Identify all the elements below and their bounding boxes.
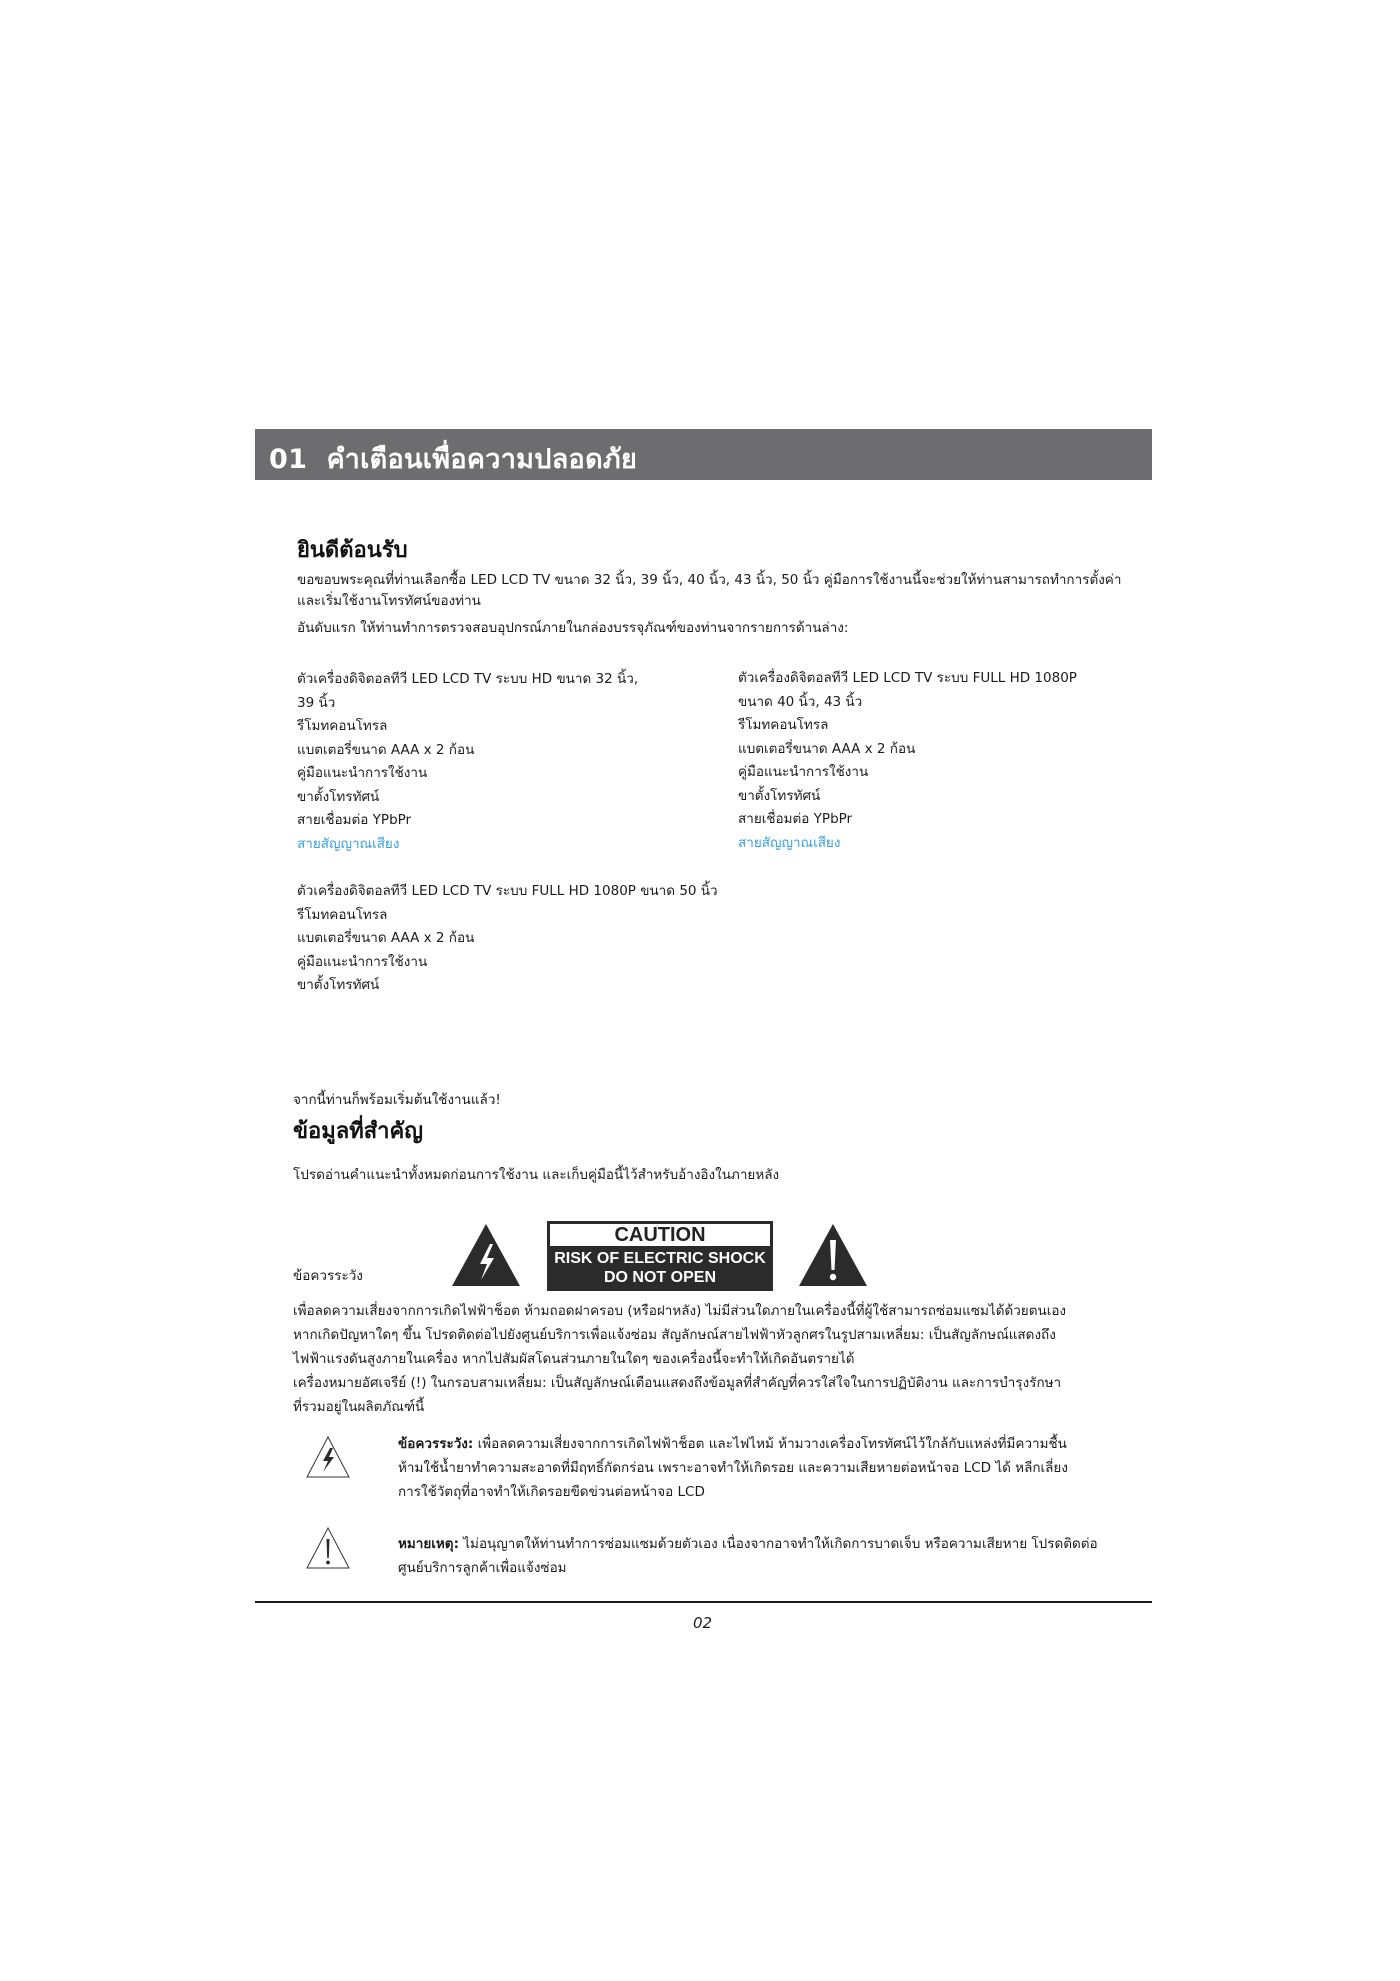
list-item: สายเชื่อมต่อ YPbPr <box>297 812 412 828</box>
list-item-highlight: สายสัญญาณเสียง <box>297 835 400 852</box>
list-item: ขาตั้งโทรทัศน์ <box>738 787 821 804</box>
caution-sign-line2: DO NOT OPEN <box>603 1269 716 1286</box>
list-item: คู่มือแนะนำการใช้งาน <box>297 765 428 781</box>
page-number: 02 <box>693 1614 713 1632</box>
list-item: แบตเตอรี่ขนาด AAA x 2 ก้อน <box>297 741 475 758</box>
note-caution <box>398 1432 1068 1504</box>
section-number: 01 <box>269 444 308 475</box>
note-label: ข้อควรระวัง: <box>398 1436 474 1452</box>
paragraph-line: ที่รวมอยู่ในผลิตภัณฑ์นี้ <box>293 1399 425 1415</box>
package-list-hd <box>297 668 638 856</box>
package-list-fullhd-40-43 <box>738 667 1077 855</box>
list-item: รีโมทคอนโทรล <box>297 906 388 923</box>
package-list-fullhd-50 <box>297 880 718 998</box>
list-item: คู่มือแนะนำการใช้งาน <box>297 953 428 970</box>
electric-shock-warning-icon <box>450 1222 522 1288</box>
section-title-text: คำเตือนเพื่อความปลอดภัย <box>326 444 638 475</box>
caution-label: ข้อควรระวัง <box>293 1268 363 1284</box>
list-item: แบตเตอรี่ขนาด AAA x 2 ก้อน <box>297 930 475 946</box>
important-heading: ข้อมูลที่สำคัญ <box>293 1119 423 1144</box>
list-item: ขนาด 40 นิ้ว, 43 นิ้ว <box>738 693 863 710</box>
exclamation-outline-icon <box>306 1527 350 1569</box>
caution-paragraph <box>293 1299 1066 1419</box>
list-item: สายเชื่อมต่อ YPbPr <box>738 811 853 827</box>
footer-rule <box>255 1601 1152 1603</box>
section-title <box>269 437 637 480</box>
note-line: ห้ามใช้น้ำยาทำความสะอาดที่มีฤทธิ์กัดกร่อน เพราะอาจทำให้เกิดรอย และความเสียหายต่อหน้าจอ LCD ได้ หลีกเลี่ยง <box>398 1460 1068 1476</box>
welcome-heading: ยินดีต้อนรับ <box>297 538 408 563</box>
paragraph-line: เพื่อลดความเสี่ยงจากการเกิดไฟฟ้าช็อต ห้ามถอดฝาครอบ (หรือฝาหลัง) ไม่มีส่วนใดภายในเครื่องนี้ที่ผู้ใช้สามารถซ่อมแซมได้ด้วยตนเอง <box>293 1303 1067 1319</box>
list-item: 39 นิ้ว <box>297 694 336 711</box>
note-line: การใช้วัตถุที่อาจทำให้เกิดรอยขีดข่วนต่อหน้าจอ LCD <box>398 1484 705 1500</box>
paragraph-line: ไฟฟ้าแรงดันสูงภายในเครื่อง หากไปสัมผัสโดนส่วนภายในใดๆ ของเครื่องนี้จะทำให้เกิดอันตรายได้ <box>293 1351 855 1367</box>
caution-sign-title: CAUTION <box>550 1224 770 1246</box>
ready-line: จากนี้ท่านก็พร้อมเริ่มต้นใช้งานแล้ว! <box>293 1092 501 1108</box>
list-item: ขาตั้งโทรทัศน์ <box>297 977 380 993</box>
important-subtitle: โปรดอ่านคำแนะนำทั้งหมดก่อนการใช้งาน และเก็บคู่มือนี้ไว้สำหรับอ้างอิงในภายหลัง <box>293 1167 780 1183</box>
note-remark <box>398 1532 1098 1580</box>
intro-line-1: ขอขอบพระคุณที่ท่านเลือกซื้อ LED LCD TV ขนาด 32 นิ้ว, 39 นิ้ว, 40 นิ้ว, 43 นิ้ว, 50 นิ้ว คู่มือการใช้งานนี้จะช่วยให้ท่านสามารถทำการตั้งค่า <box>297 572 1122 588</box>
list-item-highlight: สายสัญญาณเสียง <box>738 834 841 851</box>
section-header-bar <box>255 429 1152 480</box>
list-item: ตัวเครื่องดิจิตอลทีวี LED LCD TV ระบบ FULL HD 1080P ขนาด 50 นิ้ว <box>297 883 718 899</box>
paragraph-line: หากเกิดปัญหาใดๆ ขึ้น โปรดติดต่อไปยังศูนย์บริการเพื่อแจ้งซ่อม สัญลักษณ์สายไฟฟ้าหัวลูกศรในรูปสามเหลี่ยม: เป็นสัญลักษณ์แสดงถึง <box>293 1327 1056 1343</box>
note-line: ศูนย์บริการลูกค้าเพื่อแจ้งซ่อม <box>398 1560 567 1576</box>
list-item: รีโมทคอนโทรล <box>738 717 829 733</box>
exclamation-warning-icon <box>797 1222 869 1288</box>
list-item: คู่มือแนะนำการใช้งาน <box>738 764 869 780</box>
list-item: ตัวเครื่องดิจิตอลทีวี LED LCD TV ระบบ HD ขนาด 32 นิ้ว, <box>297 671 639 687</box>
list-item: ตัวเครื่องดิจิตอลทีวี LED LCD TV ระบบ FULL HD 1080P <box>738 670 1077 686</box>
list-item: รีโมทคอนโทรล <box>297 718 388 734</box>
check-line: อันดับแรก ให้ท่านทำการตรวจสอบอุปกรณ์ภายในกล่องบรรจุภัณฑ์ของท่านจากรายการด้านล่าง: <box>297 620 849 636</box>
note-label: หมายเหตุ: <box>398 1536 459 1552</box>
caution-sign-line1: RISK OF ELECTRIC SHOCK <box>554 1250 766 1267</box>
note-line: ไม่อนุญาตให้ท่านทำการซ่อมแซมด้วยตัวเอง เนื่องจากอาจทำให้เกิดการบาดเจ็บ หรือความเสียหาย โปรดติดต่อ <box>463 1536 1098 1552</box>
list-item: ขาตั้งโทรทัศน์ <box>297 788 380 805</box>
intro-line-2: และเริ่มใช้งานโทรทัศน์ของท่าน <box>297 593 481 609</box>
paragraph-line: เครื่องหมายอัศเจรีย์ (!) ในกรอบสามเหลี่ยม: เป็นสัญลักษณ์เตือนแสดงถึงข้อมูลที่สำคัญที่ควรใส่ใจในการปฏิบัติงาน และการบำรุงรักษา <box>293 1375 1062 1391</box>
caution-sign <box>547 1221 773 1291</box>
note-line: เพื่อลดความเสี่ยงจากการเกิดไฟฟ้าช็อต และไฟไหม้ ห้ามวางเครื่องโทรทัศน์ไว้ใกล้กับแหล่งที่มีความชื้น <box>477 1436 1067 1452</box>
lightning-warning-icon <box>306 1436 350 1478</box>
list-item: แบตเตอรี่ขนาด AAA x 2 ก้อน <box>738 740 916 757</box>
